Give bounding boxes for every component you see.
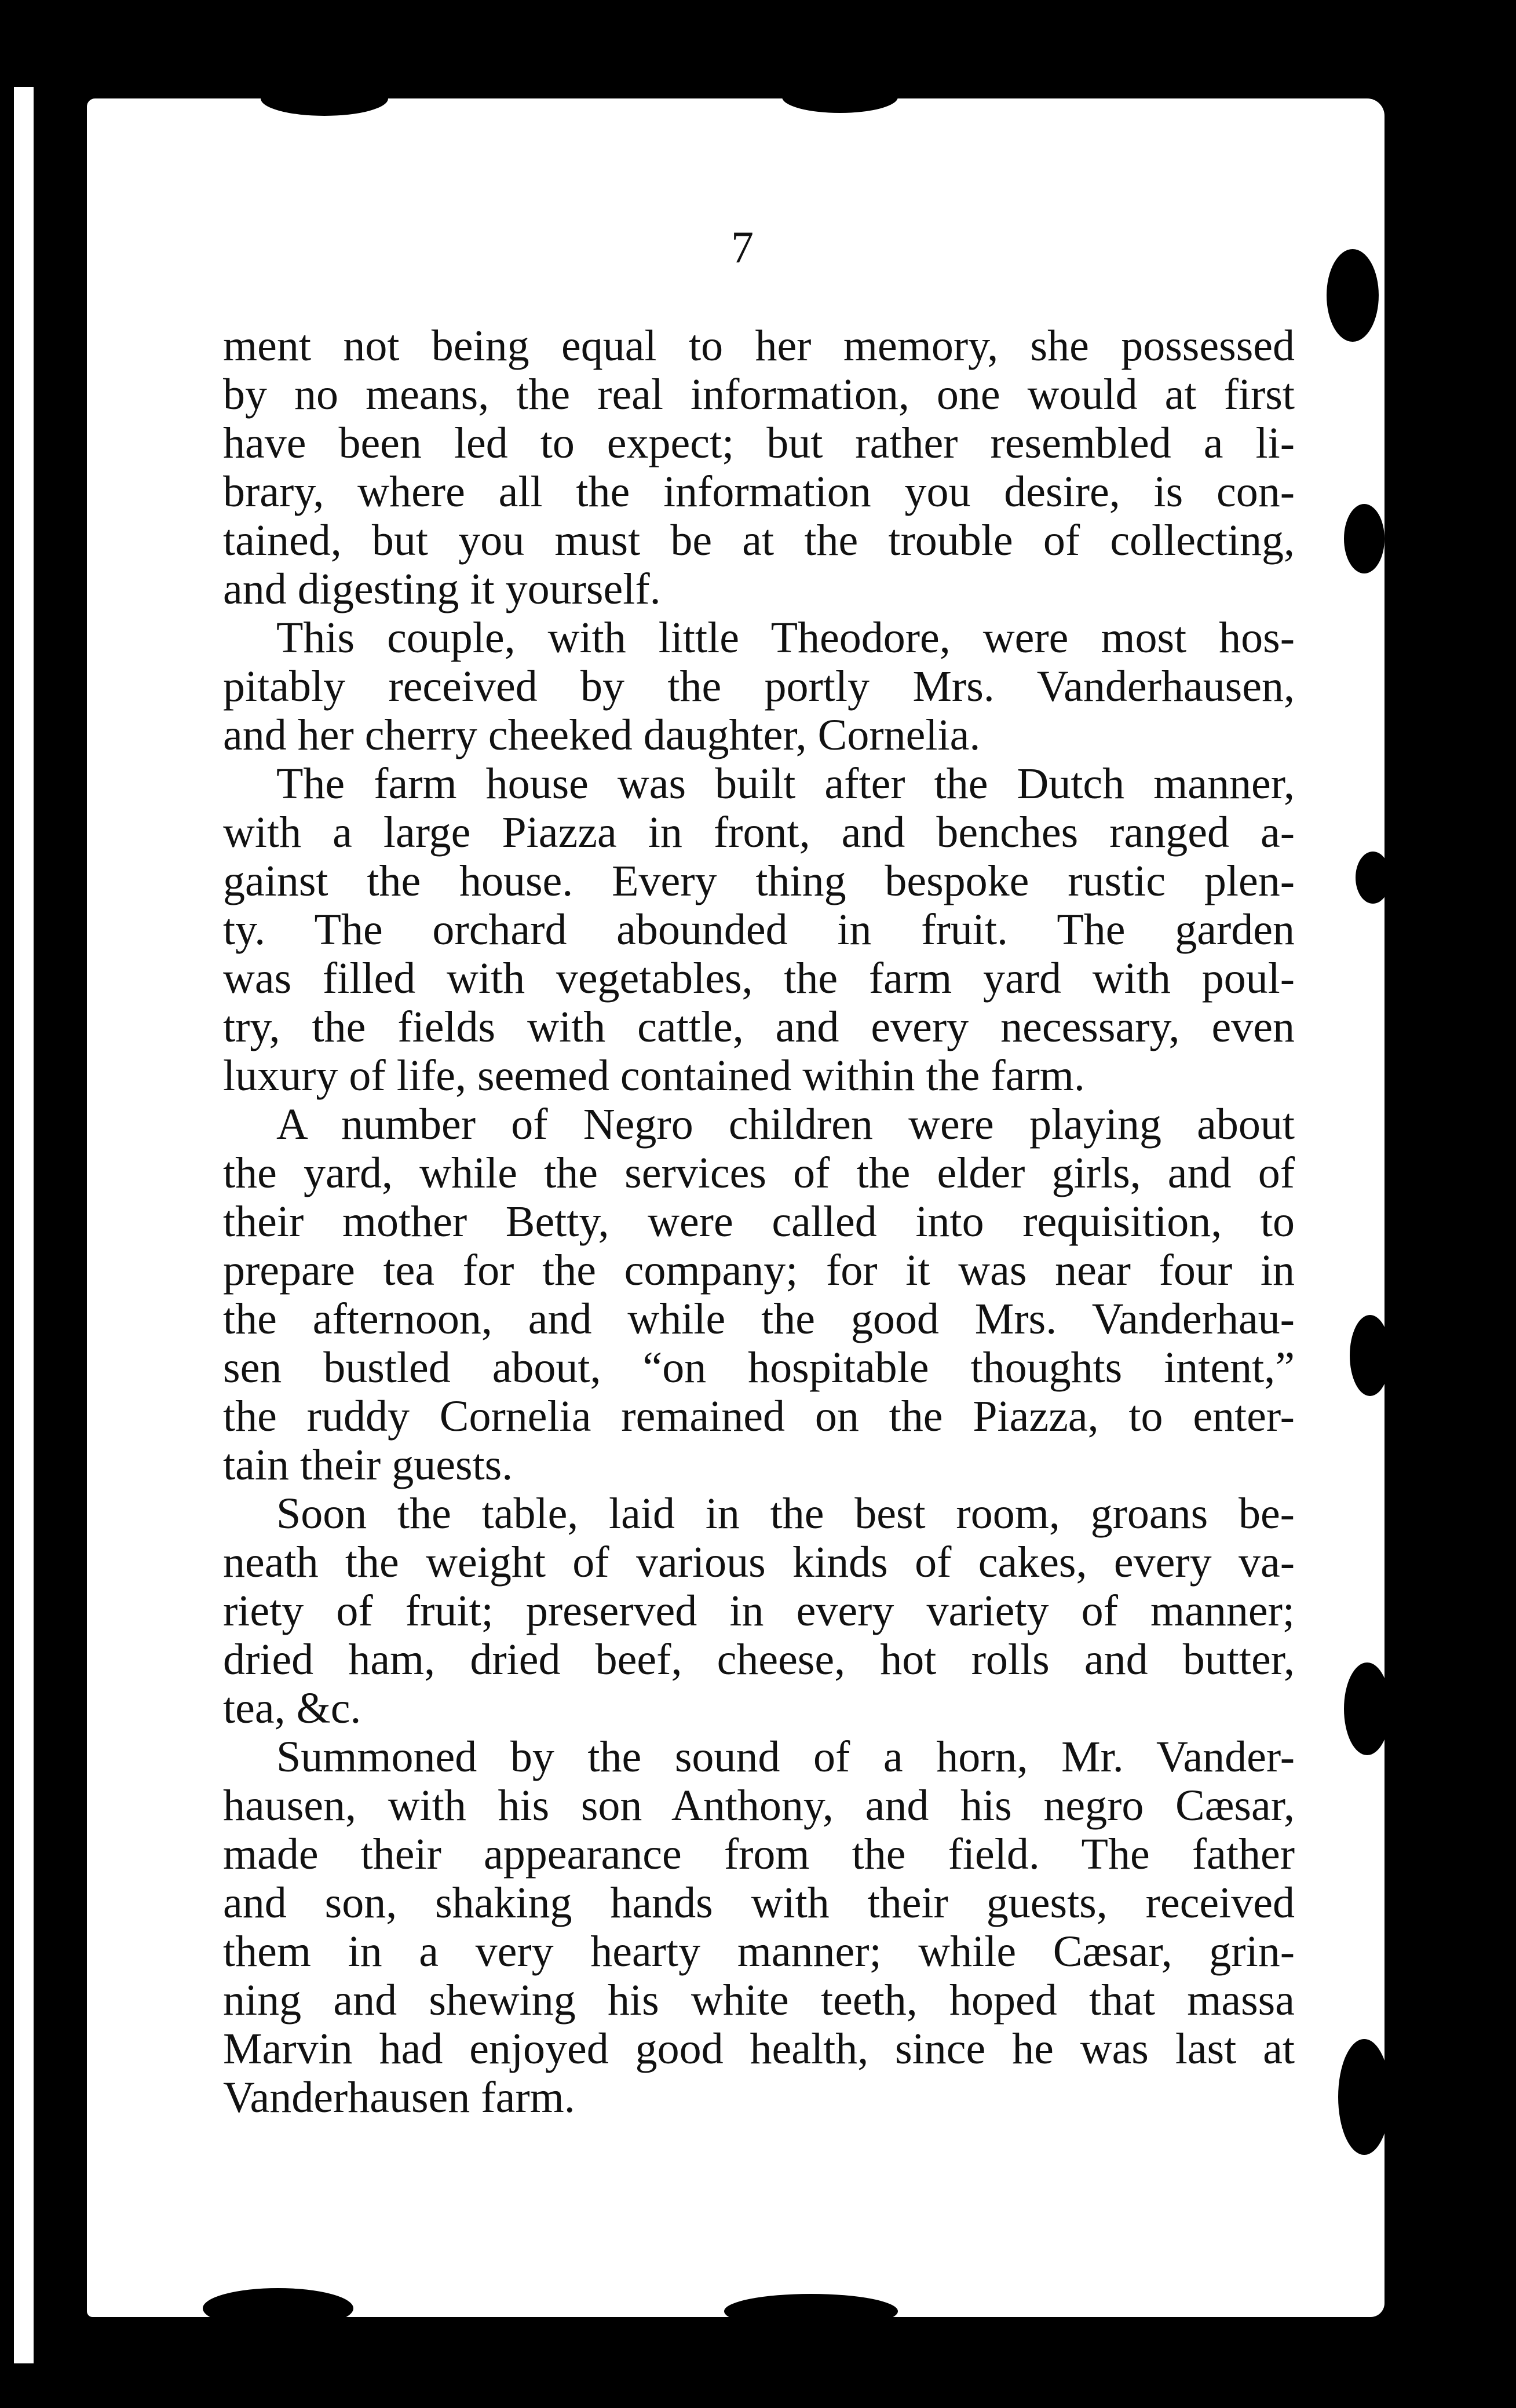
adjacent-page-edge <box>14 87 34 2363</box>
text-line: the yard, while the services of the elder girls, and of <box>223 1149 1295 1197</box>
text-line: their mother Betty, were called into requisition, to <box>223 1197 1295 1246</box>
text-line: Summoned by the sound of a horn, Mr. Vander- <box>276 1733 1295 1781</box>
paragraph <box>223 613 1295 759</box>
edge-damage <box>1338 2039 1390 2155</box>
edge-damage <box>1327 249 1379 342</box>
text-line: was filled with vegetables, the farm yard with poul- <box>223 954 1295 1003</box>
edge-damage <box>261 81 388 116</box>
text-line: brary, where all the information you desire, is con- <box>223 467 1295 516</box>
text-line: riety of fruit; preserved in every variety of manner; <box>223 1587 1295 1635</box>
paragraph <box>223 321 1295 613</box>
text-line: neath the weight of various kinds of cakes, every va- <box>223 1538 1295 1587</box>
edge-damage <box>1350 1315 1390 1396</box>
text-line: and digesting it yourself. <box>223 565 661 613</box>
text-line: the afternoon, and while the good Mrs. Vanderhau- <box>223 1295 1295 1343</box>
edge-damage <box>1344 504 1385 573</box>
body-text <box>223 321 1295 2122</box>
text-line: Soon the table, laid in the best room, groans be- <box>276 1489 1295 1538</box>
page-number: 7 <box>731 222 754 272</box>
text-line: by no means, the real information, one would at first <box>223 370 1295 419</box>
text-line: ning and shewing his white teeth, hoped that massa <box>223 1976 1295 2025</box>
edge-damage <box>724 2294 898 2329</box>
text-line: hausen, with his son Anthony, and his negro Cæsar, <box>223 1781 1295 1830</box>
text-line: A number of Negro children were playing about <box>276 1100 1295 1149</box>
text-line: Marvin had enjoyed good health, since he was last at <box>223 2025 1295 2073</box>
edge-damage <box>203 2288 353 2329</box>
text-line: them in a very hearty manner; while Cæsar, grin- <box>223 1927 1295 1976</box>
text-line: the ruddy Cornelia remained on the Piazza, to enter- <box>223 1392 1295 1441</box>
paragraph <box>223 1100 1295 1489</box>
paragraph <box>223 1733 1295 2122</box>
text-line: tea, &c. <box>223 1684 361 1733</box>
text-line: The farm house was built after the Dutch manner, <box>276 759 1295 808</box>
text-line: sen bustled about, “on hospitable thoughts intent,” <box>223 1343 1295 1392</box>
edge-damage <box>1344 1662 1390 1755</box>
text-line: luxury of life, seemed contained within the farm. <box>223 1051 1085 1100</box>
text-line: ty. The orchard abounded in fruit. The garden <box>223 905 1295 954</box>
text-line: dried ham, dried beef, cheese, hot rolls and butter, <box>223 1635 1295 1684</box>
text-line: tained, but you must be at the trouble of collecting, <box>223 516 1295 565</box>
text-line: tain their guests. <box>223 1441 513 1489</box>
edge-damage <box>1356 852 1390 904</box>
text-line: with a large Piazza in front, and benches ranged a- <box>223 808 1295 857</box>
text-line: made their appearance from the field. The father <box>223 1830 1295 1879</box>
text-line: prepare tea for the company; for it was near four in <box>223 1246 1295 1295</box>
paragraph <box>223 1489 1295 1733</box>
text-line: gainst the house. Every thing bespoke rustic plen- <box>223 857 1295 905</box>
text-line: try, the fields with cattle, and every necessary, even <box>223 1003 1295 1051</box>
text-line: Vanderhausen farm. <box>223 2073 575 2122</box>
text-line: have been led to expect; but rather resembled a li- <box>223 419 1295 467</box>
text-line: ment not being equal to her memory, she possessed <box>223 321 1295 370</box>
text-line: and son, shaking hands with their guests, received <box>223 1879 1295 1927</box>
text-line: pitably received by the portly Mrs. Vanderhausen, <box>223 662 1295 711</box>
edge-damage <box>782 81 898 113</box>
paragraph <box>223 759 1295 1100</box>
text-line: and her cherry cheeked daughter, Cornelia. <box>223 711 981 759</box>
text-line: This couple, with little Theodore, were most hos- <box>276 613 1295 662</box>
